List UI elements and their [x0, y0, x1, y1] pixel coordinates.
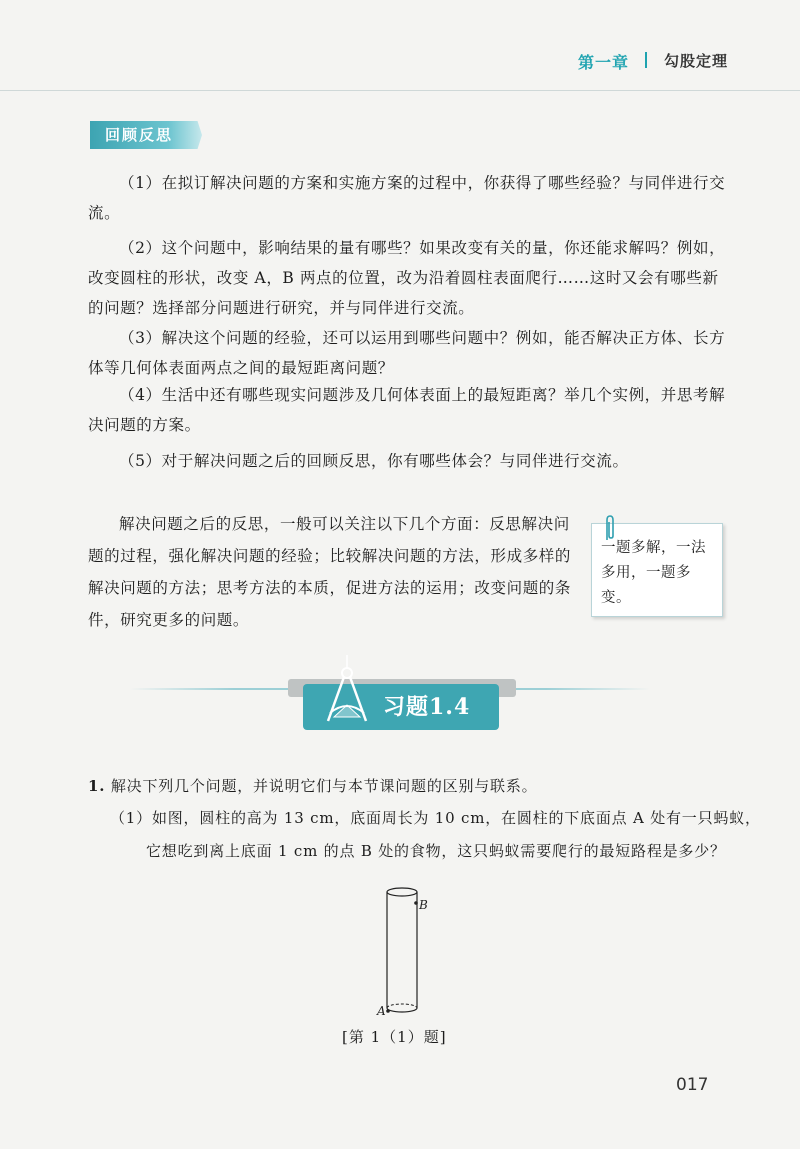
- chapter-subject: 勾股定理: [664, 52, 729, 70]
- summary-paragraph: 解决问题之后的反思，一般可以关注以下几个方面：反思解决问题的过程，强化解决问题的经验；比较解决问题的方法，形成多样的解决问题的方法；思考方法的本质，促进方法的运用；改变问题的条件，研究更多的问题。: [88, 515, 572, 629]
- reflection-item: （5）对于解决问题之后的回顾反思，你有哪些体会？与同伴进行交流。: [119, 452, 629, 470]
- exercise-banner-title: 习题1.4: [383, 694, 471, 720]
- reflection-item: （3）解决这个问题的经验，还可以运用到哪些问题中？例如，能否解决正方体、长方体等几何体表面两点之间的最短距离问题？: [88, 329, 726, 377]
- cylinder-figure: [360, 880, 450, 1020]
- reflection-item: （4）生活中还有哪些现实问题涉及几何体表面上的最短距离？举几个实例，并思考解决问题的方案。: [88, 386, 726, 434]
- question-number: 1.: [88, 777, 106, 795]
- compass-icon: [322, 655, 372, 727]
- page-number: 017: [676, 1075, 709, 1095]
- figure-caption: [第 1（1）题]: [342, 1028, 447, 1046]
- point-a-label: A: [377, 1004, 386, 1018]
- header-rule: [0, 90, 800, 91]
- exercise-subquestion: （1）如图，圆柱的高为 13 cm，底面周长为 10 cm，在圆柱的下底面点 A 处有一只蚂蚁，它想吃到离上底面 1 cm 的点 B 处的食物，这只蚂蚁需要爬行的最短路程是多少？: [110, 809, 761, 860]
- header-separator: [645, 52, 647, 68]
- side-note-text: 一题多解，一法多用，一题多变。: [601, 540, 706, 606]
- chapter-label: 第一章: [578, 53, 630, 72]
- reflection-item: （1）在拟订解决问题的方案和实施方案的过程中，你获得了哪些经验？与同伴进行交流。: [88, 174, 726, 222]
- reflection-item: （2）这个问题中，影响结果的量有哪些？如果改变有关的量，你还能求解吗？例如，改变圆柱的形状，改变 A，B 两点的位置，改为沿着圆柱表面爬行……这时又会有哪些新的问题？选择部分问题进行研究，并与同伴进行交流。: [88, 239, 726, 317]
- point-b-label: B: [419, 898, 428, 912]
- section-tag-title: 回顾反思: [105, 126, 174, 144]
- exercise-question: [88, 770, 738, 803]
- question-text: 解决下列几个问题，并说明它们与本节课问题的区别与联系。: [110, 777, 538, 795]
